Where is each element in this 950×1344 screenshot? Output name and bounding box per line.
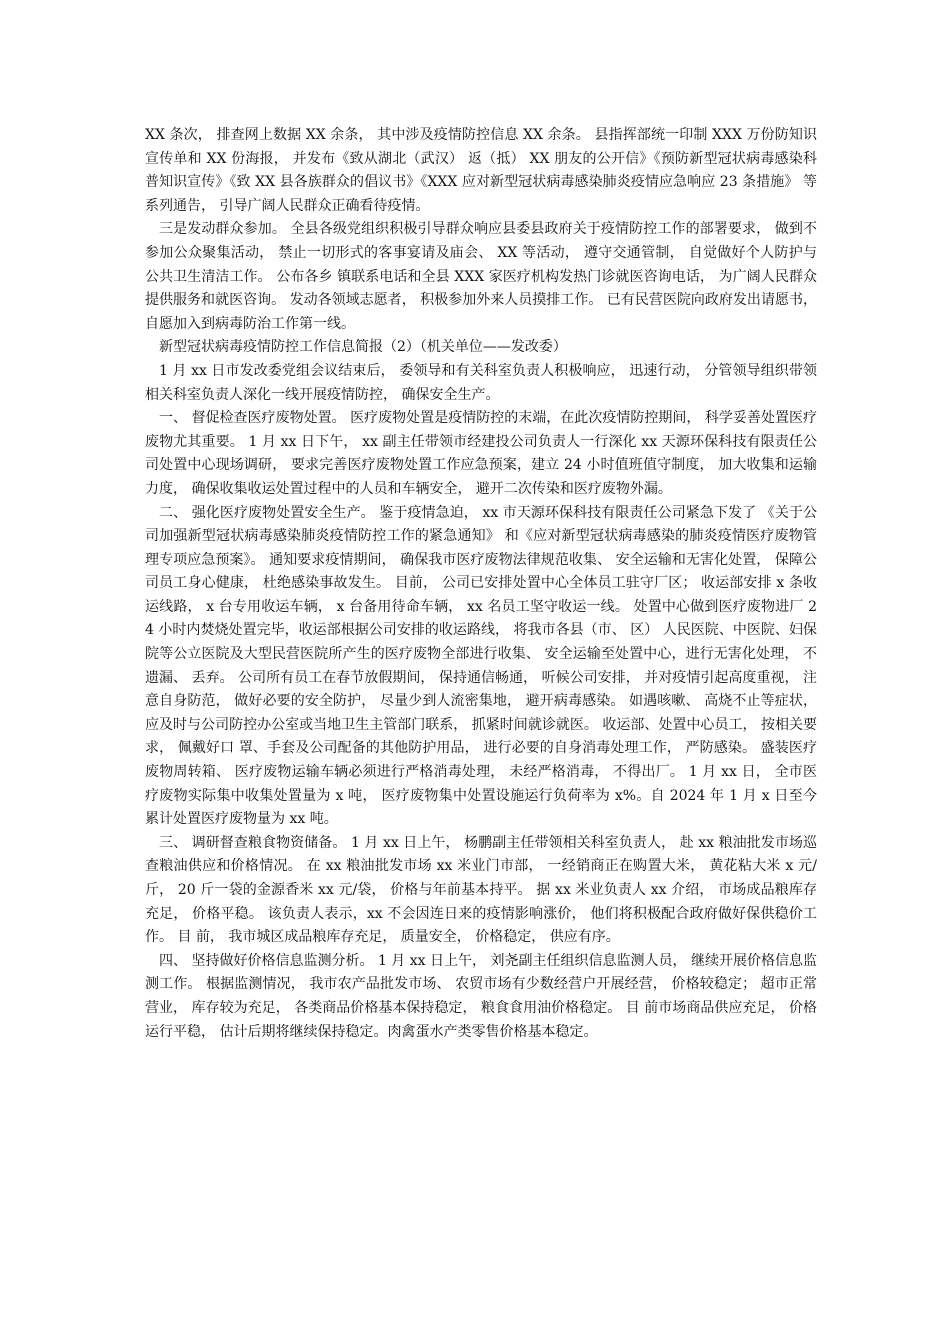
paragraph-publicity: XX 条次， 排查网上数据 XX 余条， 其中涉及疫情防控信息 XX 余条。 县指挥部统一印制 XXX 万份防知识宣传单和 XX 份海报， 并发布《致从湖北（武汉） 返（抵） XX 朋友的公开信》《预防新型冠状病毒感染科普知识宣传》《致 XX 县各族群众的倡议书》《XXX 应对新型冠状病毒感染肺炎疫情应急响应 23 条措施》 等系列通告， 引导广阔人民群众正确看待疫情。 xyxy=(145,127,817,214)
paragraph-grain-reserves: 三、 调研督查粮食物资储备。 1 月 xx 日上午， 杨鹏副主任带领相关科室负责人， 赴 xx 粮油批发市场巡查粮油供应和价格情况。 在 xx 粮油批发市场 xx 米业门市部， 一经销商正在购置大米， 黄花粘大米 x 元/斤， 20 斤一袋的金源香米 xx 元/袋， 价格与年前基本持平。 据 xx 米业负责人 xx 介绍， 市场成品粮库存充足， 价格平稳。 该负责人表示，xx 不会因连日来的疫情影响涨价， 他们将积极配合政府做好保供稳价工作。 目 前， 我市城区成品粮库存充足， 质量安全， 价格稳定， 供应有序。 xyxy=(145,834,817,946)
briefing-title: 新型冠状病毒疫情防控工作信息简报（2）（机关单位——发改委） xyxy=(159,339,567,356)
paragraph-price-monitoring: 四、 坚持做好价格信息监测分析。 1 月 xx 日上午， 刘尧副主任组织信息监测人员， 继续开展价格信息监测工作。 根据监测情况， 我市农产品批发市场、 农贸市场有少数经营户开展经营， 价格较稳定； 超市正常营业， 库存较为充足， 各类商品价格基本保持稳定， 粮食食用油价格稳定。 目 前市场商品供应充足， 价格运行平稳， 估计后期将继续保持稳定。肉禽蛋水产类零售价格基本稳定。 xyxy=(145,952,817,1040)
paragraph-intro: 1 月 xx 日市发改委党组会议结束后， 委领导和有关科室负责人积极响应， 迅速行动， 分管领导组织带领相关科室负责人深化一线开展疫情防控， 确保安全生产。 xyxy=(145,362,817,403)
document-body xyxy=(145,124,817,1044)
paragraph-medical-waste-safety: 二、 强化医疗废物处置安全生产。 鉴于疫情急迫， xx 市天源环保科技有限责任公司紧急下发了 《关于公司加强新型冠状病毒感染肺炎疫情防控工作的紧急通知》 和《应对新型冠状病毒感染的肺炎疫情医疗废物管理专项应急预案》。 通知要求疫情期间， 确保我市医疗废物法律规范收集、 安全运输和无害化处置， 保障公司员工身心健康， 杜绝感染事故发生。 目前， 公司已安排处置中心全体员工驻守厂区； 收运部安排 x 条收运线路， x 台专用收运车辆， x 台备用待命车辆， xx 名员工坚守收运一线。 处置中心做到医疗废物进厂 24 小时内焚烧处置完毕，收运部根据公司安排的收运路线， 将我市各县（市、 区） 人民医院、中医院、妇保院等公立医院及大型民营医院所产生的医疗废物全部进行收集、 安全运输至处置中心，进行无害化处理， 不遗漏、 丢弃。 公司所有员工在春节放假期间， 保持通信畅通， 听候公司安排， 并对疫情引起高度重视， 注意自身防范， 做好必要的安全防护， 尽量少到人流密集地， 避开病毒感染。 如遇咳嗽、 高烧不止等症状， 应及时与公司防控办公室或当地卫生主管部门联系， 抓紧时间就诊就医。 收运部、处置中心员工， 按相关要求， 佩戴好口 罩、手套及公司配备的其他防护用品， 进行必要的自身消毒处理工作， 严防感染。 盛装医疗废物周转箱、 医疗废物运输车辆必须进行严格消毒处理， 未经严格消毒， 不得出厂。 1 月 xx 日， 全市医疗废物实际集中收集处置量为 x 吨， 医疗废物集中处置设施运行负荷率为 x%。自 2024 年 1 月 x 日至今累计处置医疗废物量为 xx 吨。 xyxy=(145,504,817,828)
paragraph-medical-waste-inspection: 一、 督促检查医疗废物处置。 医疗废物处置是疫情防控的末端，在此次疫情防控期间， 科学妥善处置医疗废物尤其重要。 1 月 xx 日下午， xx 副主任带领市经建投公司负责人一行深化 xx 天源环保科技有限责任公司处置中心现场调研， 要求完善医疗废物处置工作应急预案，建立 24 小时值班值守制度， 加大收集和运输力度， 确保收集收运处置过程中的人员和车辆安全， 避开二次传染和医疗废物外漏。 xyxy=(145,410,817,497)
paragraph-mobilize-public: 三是发动群众参加。 全县各级党组织积极引导群众响应县委县政府关于疫情防控工作的部署要求， 做到不参加公众聚集活动， 禁止一切形式的客事宴请及庙会、 XX 等活动， 遵守交通管制， 自觉做好个人防护与公共卫生清洁工作。 公布各乡 镇联系电话和全县 XXX 家医疗机构发热门诊就医咨询电话， 为广阔人民群众提供服务和就医咨询。 发动各领域志愿者， 积极参加外来人员摸排工作。 已有民营医院向政府发出请愿书， 自愿加入到病毒防治工作第一线。 xyxy=(145,221,817,332)
